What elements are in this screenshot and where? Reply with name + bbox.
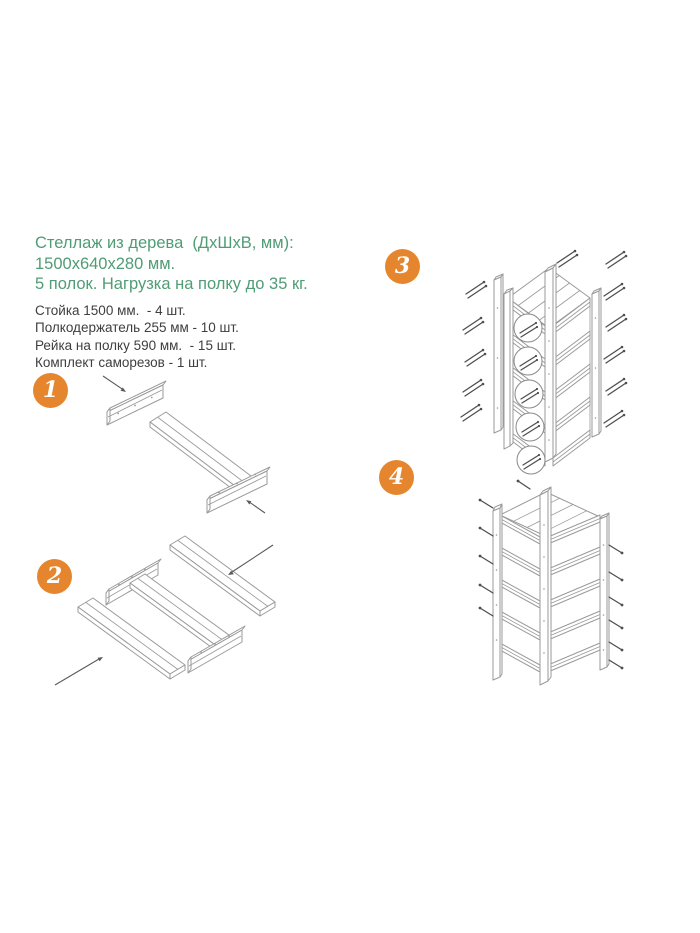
title-line-dimensions-label: Стеллаж из дерева (ДхШхВ, мм): bbox=[35, 234, 294, 252]
parts-list bbox=[35, 302, 308, 372]
rear-post bbox=[504, 288, 513, 449]
front-corner-post bbox=[545, 264, 556, 462]
screw-callout-circles bbox=[514, 314, 545, 474]
step-2-diagram bbox=[50, 533, 300, 708]
parts-list-item-holder: Полкодержатель 255 мм - 10 шт. bbox=[35, 320, 239, 335]
screw-arrow-icon bbox=[103, 376, 126, 392]
shelf-levels-left-face bbox=[500, 515, 540, 672]
shelf-levels-right-face bbox=[548, 515, 600, 672]
post-front-center bbox=[540, 487, 551, 685]
post-left bbox=[493, 504, 502, 680]
post-right bbox=[600, 513, 609, 670]
step-1-number: 1 bbox=[42, 376, 59, 403]
shelf-slat-board bbox=[150, 412, 251, 491]
step-4-diagram bbox=[478, 475, 648, 690]
parts-list-item-screws: Комплект саморезов - 1 шт. bbox=[35, 355, 208, 370]
product-header bbox=[35, 233, 308, 372]
step-1-badge bbox=[33, 373, 68, 408]
step-4-badge bbox=[379, 460, 414, 495]
step-1-diagram bbox=[95, 372, 290, 517]
shelf-levels-right-face bbox=[553, 298, 590, 466]
insert-arrow-icon bbox=[55, 657, 103, 685]
loose-post-left bbox=[494, 274, 503, 433]
step-4-number: 4 bbox=[388, 463, 405, 490]
product-title bbox=[35, 233, 308, 295]
step-3-number: 3 bbox=[394, 252, 411, 279]
insert-arrow-icon bbox=[228, 545, 273, 575]
loose-post-right bbox=[592, 288, 601, 437]
parts-list-item-post: Стойка 1500 мм. - 4 шт. bbox=[35, 302, 186, 318]
screw-icons-right bbox=[609, 545, 623, 669]
parts-list-item-slat: Рейка на полку 590 мм. - 15 шт. bbox=[35, 337, 236, 353]
screw-arrow-icon bbox=[246, 500, 265, 513]
title-line-dimensions-value: 1500х640х280 мм. bbox=[35, 254, 176, 273]
step-3-diagram bbox=[450, 248, 645, 483]
title-line-load: 5 полок. Нагрузка на полку до 35 кг. bbox=[35, 275, 308, 293]
step-2-number: 2 bbox=[46, 562, 63, 589]
step-3-badge bbox=[385, 249, 420, 284]
